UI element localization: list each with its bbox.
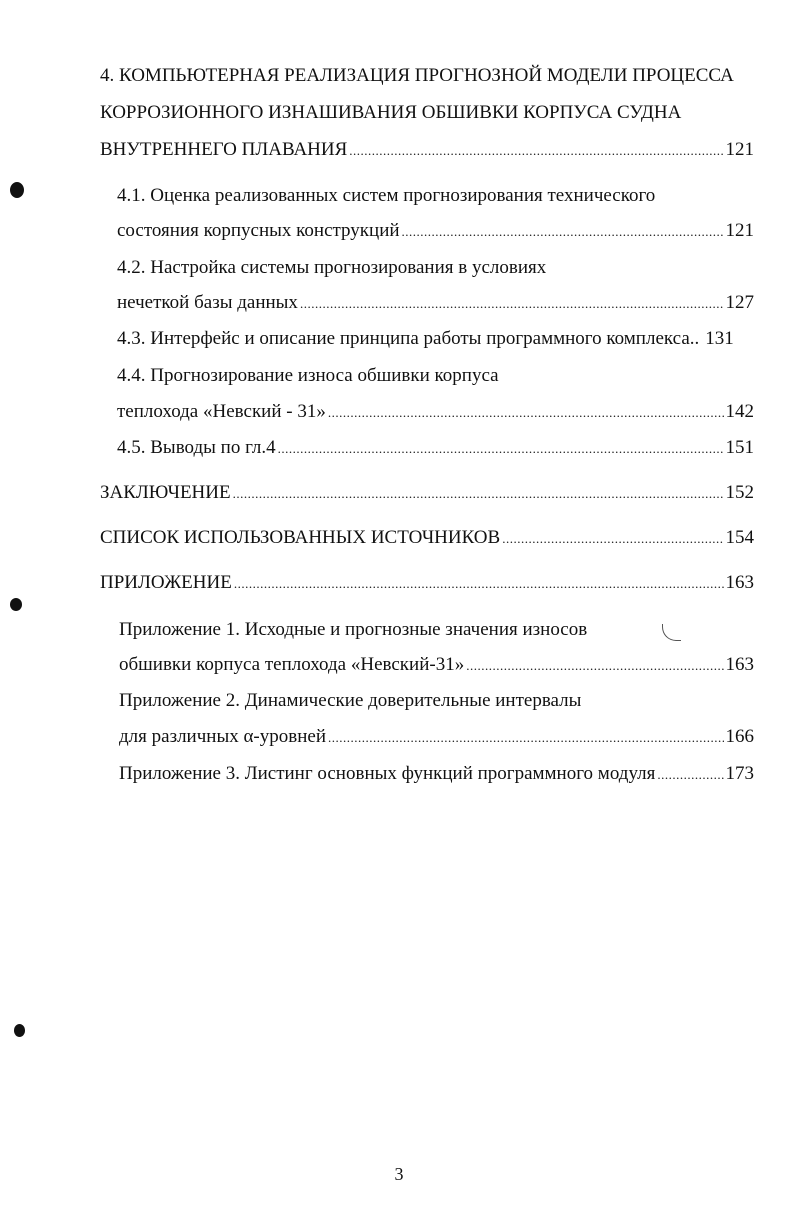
leader-dots [233,480,724,508]
toc-s44-line1: 4.4. Прогнозирование износа обшивки корпуса [117,365,499,386]
toc-page-number: 163 [725,654,754,675]
toc-app1-line1: Приложение 1. Исходные и прогнозные значения износов [119,619,588,640]
toc-page-number: 154 [725,527,754,548]
toc-page-number: 152 [725,482,754,503]
toc-app2-line1: Приложение 2. Динамические доверительные интервалы [119,690,582,711]
toc-entry-s42 [117,289,754,317]
toc-entry-s41 [117,217,754,245]
binder-hole-mark [10,182,24,198]
toc-entry-s44 [117,398,754,426]
toc-app1-line2: обшивки корпуса теплохода «Невский-31» [119,654,465,675]
toc-entry-references [100,524,754,552]
toc-entry-appendix [100,569,754,597]
binder-hole-mark [10,598,22,611]
toc-ch4-title-line1: 4. КОМПЬЮТЕРНАЯ РЕАЛИЗАЦИЯ ПРОГНОЗНОЙ МОДЕЛИ ПРОЦЕССА [100,65,734,86]
leader-dots [234,570,724,598]
binder-hole-mark [14,1024,25,1037]
toc-page-number: 166 [725,726,754,747]
toc-page-number: 151 [725,437,754,458]
toc-entry-app1 [119,651,754,679]
toc-entry-app3 [119,760,754,788]
toc-s41-line2: состояния корпусных конструкций [117,220,400,241]
toc-page-number: 121 [725,220,754,241]
toc-ch4-title-line3: ВНУТРЕННЕГО ПЛАВАНИЯ [100,139,348,160]
leader-dots [349,137,723,165]
page-number: 3 [394,1164,404,1184]
toc-page-number: 142 [725,401,754,422]
toc-page-number: 131 [705,328,734,349]
toc-s45-line1: 4.5. Выводы по гл.4 [117,437,276,458]
toc-page-number: 121 [725,139,754,160]
toc-entry-ch4 [100,136,754,164]
toc-conclusion-label: ЗАКЛЮЧЕНИЕ [100,482,231,503]
pen-mark [662,624,681,641]
toc-appendix-label: ПРИЛОЖЕНИЕ [100,572,232,593]
toc-s42-line1: 4.2. Настройка системы прогнозирования в условиях [117,257,547,278]
toc-entry-s43 [117,325,754,353]
leader-dots [657,761,723,789]
toc-page-number: 127 [725,292,754,313]
leader-dots [328,399,724,427]
toc-s44-line2: теплохода «Невский - 31» [117,401,326,422]
toc-page-number: 173 [725,763,754,784]
toc-s43-line1: 4.3. Интерфейс и описание принципа работы программного комплекса.. [117,328,700,349]
leader-dots [502,525,723,553]
leader-dots [402,218,724,246]
toc-app2-line2: для различных α-уровней [119,726,326,747]
toc-entry-app2 [119,723,754,751]
toc-entry-s45 [117,434,754,462]
toc-app3-line1: Приложение 3. Листинг основных функций программного модуля [119,763,656,784]
toc-ch4-title-line2: КОРРОЗИОННОГО ИЗНАШИВАНИЯ ОБШИВКИ КОРПУСА СУДНА [100,102,682,123]
leader-dots [278,435,724,463]
toc-entry-conclusion [100,479,754,507]
toc-s42-line2: нечеткой базы данных [117,292,298,313]
leader-dots [328,724,724,752]
toc-page-number: 163 [725,572,754,593]
toc-references-label: СПИСОК ИСПОЛЬЗОВАННЫХ ИСТОЧНИКОВ [100,527,501,548]
leader-dots [300,290,724,318]
toc-s41-line1: 4.1. Оценка реализованных систем прогнозирования технического [117,185,656,206]
leader-dots [466,652,723,680]
